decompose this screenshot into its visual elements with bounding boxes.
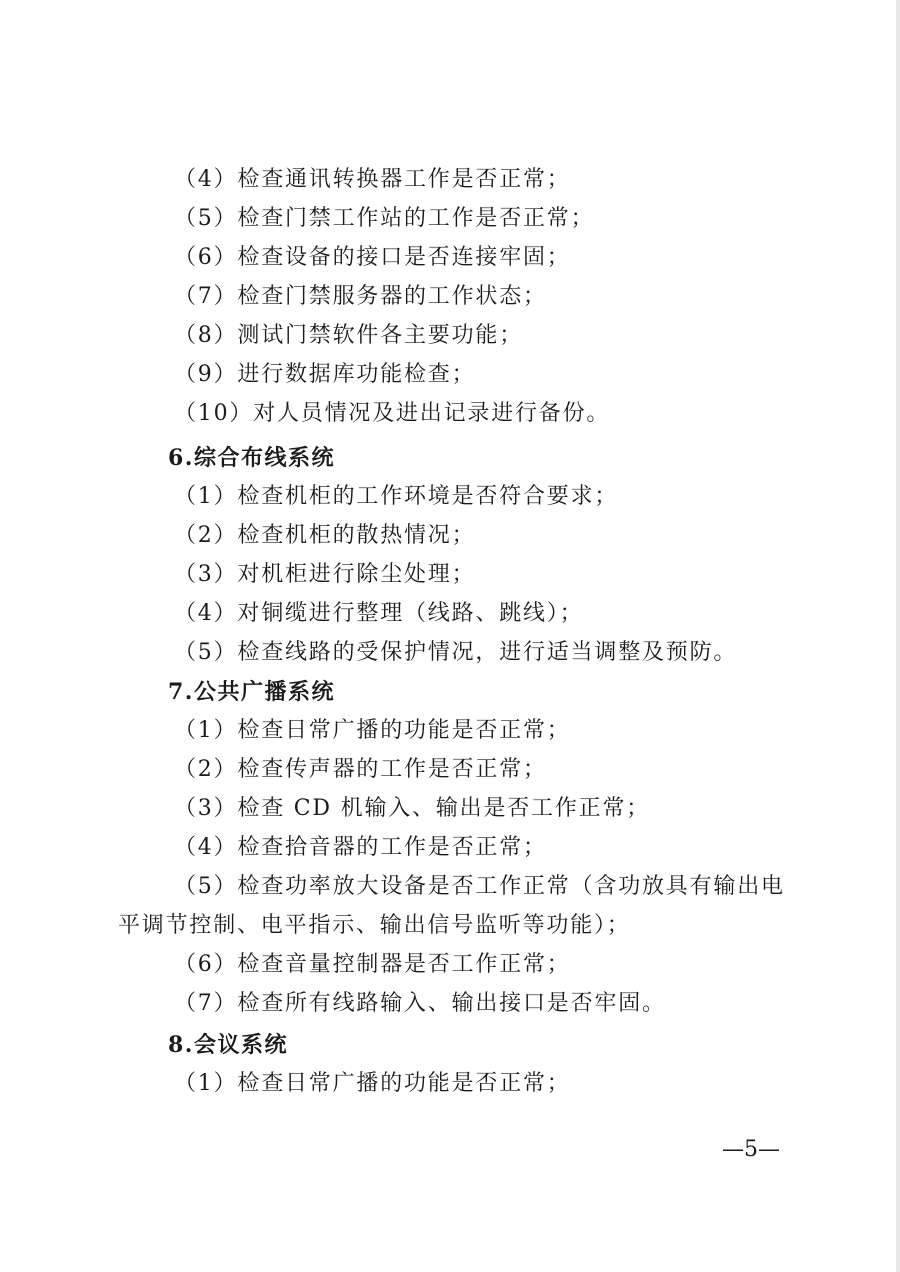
list-item: （1）检查日常广播的功能是否正常； — [174, 1071, 571, 1096]
list-item: （5）检查线路的受保护情况，进行适当调整及预防。 — [174, 640, 738, 665]
list-item: （8）测试门禁软件各主要功能； — [174, 323, 523, 348]
list-item: （4）对铜缆进行整理（线路、跳线）； — [174, 601, 584, 626]
section-heading-cabling: 6.综合布线系统 — [168, 445, 335, 471]
list-item: （5）检查功率放大设备是否工作正常（含功放具有输出电 — [174, 874, 785, 899]
list-item: （5）检查门禁工作站的工作是否正常； — [174, 206, 595, 231]
list-item: （4）检查通讯转换器工作是否正常； — [174, 167, 571, 192]
list-item: （2）检查机柜的散热情况； — [174, 523, 476, 548]
section-heading-broadcast: 7.公共广播系统 — [168, 679, 335, 705]
list-item: （7）检查门禁服务器的工作状态； — [174, 284, 547, 309]
list-item: （10）对人员情况及进出记录进行备份。 — [174, 401, 611, 426]
list-item: （6）检查设备的接口是否连接牢固； — [174, 245, 571, 270]
list-item: （3）对机柜进行除尘处理； — [174, 562, 476, 587]
list-item: （7）检查所有线路输入、输出接口是否牢固。 — [174, 991, 666, 1016]
scan-edge — [896, 0, 900, 1272]
list-item: （2）检查传声器的工作是否正常； — [174, 757, 547, 782]
section-heading-conference: 8.会议系统 — [168, 1032, 288, 1058]
list-item: （3）检查 CD 机输入、输出是否工作正常； — [174, 796, 651, 821]
list-item-continuation: 平调节控制、电平指示、输出信号监听等功能）； — [118, 913, 631, 938]
list-item: （1）检查日常广播的功能是否正常； — [174, 718, 571, 743]
list-item: （6）检查音量控制器是否工作正常； — [174, 952, 571, 977]
list-item: （4）检查拾音器的工作是否正常； — [174, 835, 547, 860]
list-item: （9）进行数据库功能检查； — [174, 362, 476, 387]
list-item: （1）检查机柜的工作环境是否符合要求； — [174, 484, 619, 509]
page-number: —5— — [722, 1137, 780, 1162]
